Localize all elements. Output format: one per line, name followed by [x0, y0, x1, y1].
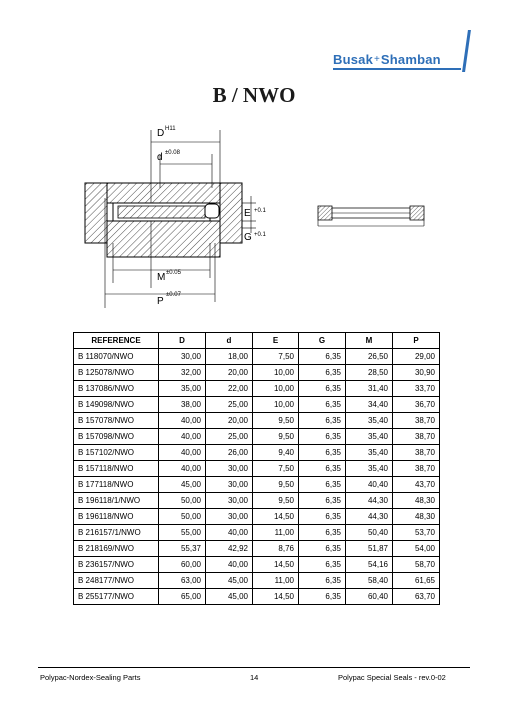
table-row [74, 589, 440, 605]
table-cell-value: 55,00 [159, 525, 206, 541]
table-cell-value: 9,50 [253, 493, 299, 509]
dim-tol-G: +0.1 [254, 232, 266, 238]
dim-label-P: P [157, 296, 164, 307]
table-cell-value: 30,90 [393, 365, 440, 381]
table-cell-value: 63,70 [393, 589, 440, 605]
table-cell-value: 6,35 [299, 397, 346, 413]
dim-label-M: M [157, 272, 166, 283]
table-cell-reference: B 137086/NWO [74, 381, 159, 397]
table-cell-value: 42,92 [206, 541, 253, 557]
footer-right: Polypac Special Seals - rev.0-02 [338, 673, 446, 682]
table-cell-value: 9,40 [253, 445, 299, 461]
table-row [74, 541, 440, 557]
table-cell-value: 8,76 [253, 541, 299, 557]
col-header-d: d [206, 333, 253, 349]
table-cell-value: 40,00 [159, 413, 206, 429]
table-cell-reference: B 248177/NWO [74, 573, 159, 589]
table-cell-value: 10,00 [253, 365, 299, 381]
col-header-E: E [253, 333, 299, 349]
table-cell-value: 6,35 [299, 365, 346, 381]
dim-tol-M: ±0.05 [166, 270, 181, 276]
table-cell-value: 30,00 [206, 461, 253, 477]
table-cell-value: 40,00 [159, 461, 206, 477]
dim-tol-d: ±0.08 [165, 150, 180, 156]
table-cell-value: 14,50 [253, 509, 299, 525]
dimension-table [73, 332, 440, 605]
table-cell-value: 50,40 [346, 525, 393, 541]
table-cell-value: 6,35 [299, 381, 346, 397]
dim-label-E: E [244, 208, 251, 219]
table-cell-value: 38,00 [159, 397, 206, 413]
table-cell-value: 44,30 [346, 493, 393, 509]
table-cell-value: 31,40 [346, 381, 393, 397]
table-row [74, 429, 440, 445]
page-title: B / NWO [212, 83, 296, 107]
table-cell-value: 6,35 [299, 429, 346, 445]
table-cell-value: 40,00 [206, 525, 253, 541]
table-cell-value: 35,00 [159, 381, 206, 397]
dim-tol-D: H11 [165, 126, 176, 132]
brand-stroke [462, 30, 471, 72]
table-cell-reference: B 125078/NWO [74, 365, 159, 381]
table-cell-value: 10,00 [253, 397, 299, 413]
table-cell-value: 25,00 [206, 429, 253, 445]
footer-divider [38, 667, 470, 668]
table-cell-value: 48,30 [393, 493, 440, 509]
seal-profile-drawing [310, 200, 440, 234]
table-cell-value: 48,30 [393, 509, 440, 525]
table-cell-value: 40,40 [346, 477, 393, 493]
table-row [74, 493, 440, 509]
table-row [74, 413, 440, 429]
table-cell-value: 35,40 [346, 445, 393, 461]
table-row [74, 573, 440, 589]
table-cell-value: 28,50 [346, 365, 393, 381]
table-cell-value: 20,00 [206, 365, 253, 381]
col-header-P: P [393, 333, 440, 349]
table-cell-value: 11,00 [253, 525, 299, 541]
table-cell-value: 30,00 [206, 509, 253, 525]
table-row [74, 365, 440, 381]
table-cell-value: 55,37 [159, 541, 206, 557]
table-cell-value: 6,35 [299, 573, 346, 589]
table-cell-reference: B 157098/NWO [74, 429, 159, 445]
brand-name-right: Shamban [380, 52, 441, 67]
table-row [74, 461, 440, 477]
table-cell-value: 30,00 [206, 493, 253, 509]
table-cell-value: 11,00 [253, 573, 299, 589]
table-cell-value: 30,00 [206, 477, 253, 493]
table-cell-value: 6,35 [299, 557, 346, 573]
table-cell-value: 61,65 [393, 573, 440, 589]
table-cell-value: 58,70 [393, 557, 440, 573]
table-cell-value: 14,50 [253, 589, 299, 605]
table-cell-value: 33,70 [393, 381, 440, 397]
table-cell-value: 51,87 [346, 541, 393, 557]
table-cell-value: 35,40 [346, 413, 393, 429]
table-row [74, 525, 440, 541]
table-cell-value: 65,00 [159, 589, 206, 605]
col-header-D: D [159, 333, 206, 349]
table-cell-value: 45,00 [159, 477, 206, 493]
table-cell-value: 6,35 [299, 493, 346, 509]
col-header-G: G [299, 333, 346, 349]
table-cell-reference: B 218169/NWO [74, 541, 159, 557]
table-cell-value: 40,00 [206, 557, 253, 573]
brand-name-left: Busak [333, 52, 374, 67]
dim-tol-E: +0.1 [254, 208, 266, 214]
table-row [74, 477, 440, 493]
col-header-reference: REFERENCE [74, 333, 159, 349]
table-cell-value: 35,40 [346, 461, 393, 477]
table-cell-value: 36,70 [393, 397, 440, 413]
table-cell-reference: B 157118/NWO [74, 461, 159, 477]
table-cell-value: 6,35 [299, 461, 346, 477]
table-cell-value: 26,50 [346, 349, 393, 365]
table-cell-value: 6,35 [299, 541, 346, 557]
table-cell-value: 26,00 [206, 445, 253, 461]
table-cell-value: 35,40 [346, 429, 393, 445]
brand-underline [333, 68, 461, 70]
table-cell-reference: B 157102/NWO [74, 445, 159, 461]
table-cell-value: 63,00 [159, 573, 206, 589]
table-cell-value: 14,50 [253, 557, 299, 573]
table-cell-value: 44,30 [346, 509, 393, 525]
table-cell-value: 6,35 [299, 477, 346, 493]
table-header-row [74, 333, 440, 349]
dim-tol-P: ±0.07 [166, 292, 181, 298]
table-cell-value: 40,00 [159, 445, 206, 461]
table-cell-reference: B 216157/1/NWO [74, 525, 159, 541]
table-cell-value: 6,35 [299, 509, 346, 525]
table-cell-value: 60,00 [159, 557, 206, 573]
table-cell-reference: B 196118/1/NWO [74, 493, 159, 509]
table-cell-reference: B 149098/NWO [74, 397, 159, 413]
table-cell-value: 43,70 [393, 477, 440, 493]
table-cell-value: 6,35 [299, 349, 346, 365]
table-cell-value: 60,40 [346, 589, 393, 605]
table-cell-value: 6,35 [299, 445, 346, 461]
table-cell-value: 6,35 [299, 589, 346, 605]
table-cell-value: 18,00 [206, 349, 253, 365]
table-cell-value: 58,40 [346, 573, 393, 589]
table-cell-value: 10,00 [253, 381, 299, 397]
table-cell-value: 22,00 [206, 381, 253, 397]
dim-label-D: D [157, 128, 165, 139]
table-cell-value: 25,00 [206, 397, 253, 413]
table-cell-value: 38,70 [393, 413, 440, 429]
seal-cross-section-drawing [60, 118, 300, 313]
table-cell-value: 9,50 [253, 477, 299, 493]
table-cell-reference: B 157078/NWO [74, 413, 159, 429]
table-row [74, 397, 440, 413]
table-cell-value: 54,00 [393, 541, 440, 557]
table-cell-value: 38,70 [393, 445, 440, 461]
brand-logo [333, 52, 441, 67]
table-cell-value: 50,00 [159, 509, 206, 525]
table-row [74, 557, 440, 573]
table-cell-reference: B 196118/NWO [74, 509, 159, 525]
table-cell-reference: B 236157/NWO [74, 557, 159, 573]
dim-label-G: G [244, 232, 252, 243]
table-cell-value: 54,16 [346, 557, 393, 573]
table-cell-reference: B 255177/NWO [74, 589, 159, 605]
footer-page-number: 14 [250, 673, 259, 682]
table-cell-reference: B 177118/NWO [74, 477, 159, 493]
table-cell-value: 20,00 [206, 413, 253, 429]
table-cell-value: 53,70 [393, 525, 440, 541]
footer-left: Polypac-Nordex-Sealing Parts [40, 673, 141, 682]
table-cell-value: 7,50 [253, 461, 299, 477]
table-cell-value: 50,00 [159, 493, 206, 509]
table-cell-value: 38,70 [393, 429, 440, 445]
table-cell-value: 34,40 [346, 397, 393, 413]
table-row [74, 381, 440, 397]
brand-plus: + [374, 54, 380, 65]
table-cell-value: 45,00 [206, 573, 253, 589]
table-cell-value: 45,00 [206, 589, 253, 605]
col-header-M: M [346, 333, 393, 349]
table-cell-reference: B 118070/NWO [74, 349, 159, 365]
table-cell-value: 38,70 [393, 461, 440, 477]
table-cell-value: 9,50 [253, 413, 299, 429]
table-cell-value: 30,00 [159, 349, 206, 365]
table-cell-value: 32,00 [159, 365, 206, 381]
table-row [74, 509, 440, 525]
table-row [74, 349, 440, 365]
table-row [74, 445, 440, 461]
table-cell-value: 6,35 [299, 413, 346, 429]
table-cell-value: 9,50 [253, 429, 299, 445]
table-cell-value: 6,35 [299, 525, 346, 541]
table-cell-value: 7,50 [253, 349, 299, 365]
table-cell-value: 29,00 [393, 349, 440, 365]
table-cell-value: 40,00 [159, 429, 206, 445]
dim-label-d: d [157, 152, 163, 163]
